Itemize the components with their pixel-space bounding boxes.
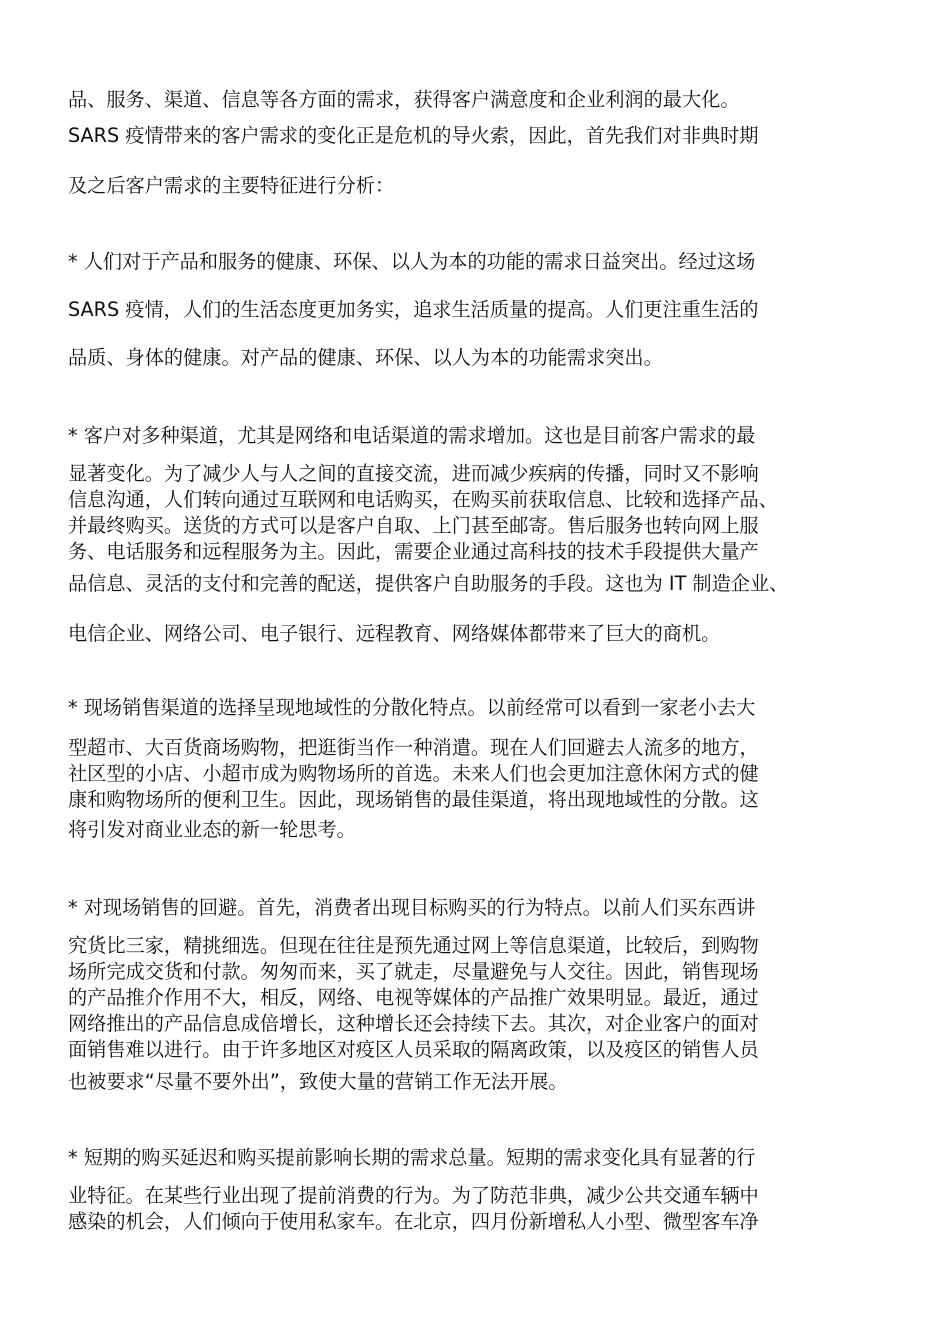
section-channels-line: 信息沟通，人们转向通过互联网和电话购买，在购买前获取信息、比较和选择产品、 [68,488,778,511]
section-channels-line: 电信企业、网络公司、电子银行、远程教育、网络媒体都带来了巨大的商机。 [68,622,721,645]
section-avoidance-line: * 对现场销售的回避。首先，消费者出现目标购买的行为特点。以前人们买东西讲 [68,896,756,919]
section-avoidance-line: 网络推出的产品信息成倍增长，这种增长还会持续下去。其次，对企业客户的面对 [68,1012,759,1035]
section-dispersion-line: 康和购物场所的便利卫生。因此，现场销售的最佳渠道，将出现地域性的分散。这 [68,788,759,811]
intro-line: 品、服务、渠道、信息等各方面的需求，获得客户满意度和企业利润的最大化。 [68,88,740,111]
intro-line: 及之后客户需求的主要特征进行分析： [68,174,395,197]
section-channels-line: 务、电话服务和远程服务为主。因此，需要企业通过高科技的技术手段提供大量产 [68,540,759,563]
section-avoidance-line: 究货比三家，精挑细选。但现在往往是预先通过网上等信息渠道，比较后，到购物 [68,934,759,957]
section-timing-line: 业特征。在某些行业出现了提前消费的行为。为了防范非典，减少公共交通车辆中 [68,1184,759,1207]
section-channels-line: 品信息、灵活的支付和完善的配送，提供客户自助服务的手段。这也为 IT 制造企业、 [68,572,789,595]
section-timing-line: * 短期的购买延迟和购买提前影响长期的需求总量。短期的需求变化具有显著的行 [68,1146,756,1169]
section-avoidance-line: 面销售难以进行。由于许多地区对疫区人员采取的隔离政策，以及疫区的销售人员 [68,1038,759,1061]
section-channels-line: 显著变化。为了减少人与人之间的直接交流，进而减少疾病的传播，同时又不影响 [68,462,759,485]
section-dispersion-line: 社区型的小店、小超市成为购物场所的首选。未来人们也会更加注意休闲方式的健 [68,762,759,785]
section-health-line: * 人们对于产品和服务的健康、环保、以人为本的功能的需求日益突出。经过这场 [68,250,756,273]
section-avoidance-line: 也被要求“尽量不要外出”，致使大量的营销工作无法开展。 [68,1070,568,1093]
section-dispersion-line: 型超市、大百货商场购物，把逛街当作一种消遣。现在人们回避去人流多的地方， [68,736,759,759]
section-health-line: 品质、身体的健康。对产品的健康、环保、以人为本的功能需求突出。 [68,346,663,369]
section-timing-line: 感染的机会，人们倾向于使用私家车。在北京，四月份新增私人小型、微型客车净 [68,1210,759,1233]
section-channels-line: 并最终购买。送货的方式可以是客户自取、上门甚至邮寄。售后服务也转向网上服 [68,514,759,537]
section-dispersion-line: * 现场销售渠道的选择呈现地域性的分散化特点。以前经常可以看到一家老小去大 [68,696,756,719]
intro-line: SARS 疫情带来的客户需求的变化正是危机的导火索，因此，首先我们对非典时期 [68,124,759,147]
section-dispersion-line: 将引发对商业业态的新一轮思考。 [68,818,356,841]
section-avoidance-line: 的产品推介作用不大，相反，网络、电视等媒体的产品推广效果明显。最近，通过 [68,986,759,1009]
section-channels-line: * 客户对多种渠道，尤其是网络和电话渠道的需求增加。这也是目前客户需求的最 [68,424,756,447]
section-avoidance-line: 场所完成交货和付款。匆匆而来，买了就走，尽量避免与人交往。因此，销售现场 [68,960,759,983]
section-health-line: SARS 疫情，人们的生活态度更加务实，追求生活质量的提高。人们更注重生活的 [68,298,759,321]
